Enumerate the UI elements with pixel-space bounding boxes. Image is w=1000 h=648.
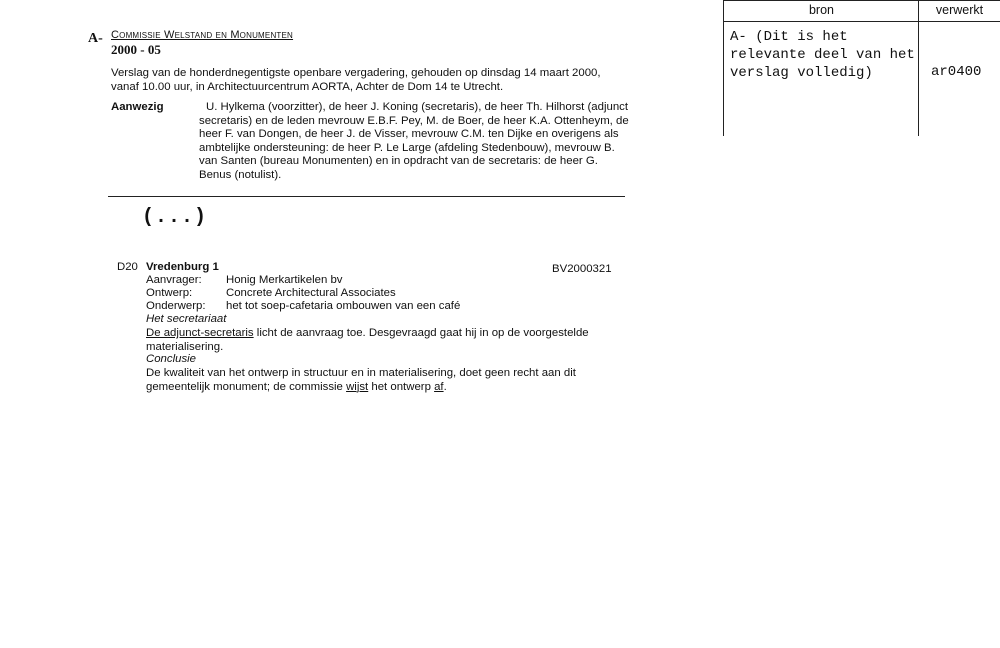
session-number: 2000 - 05 xyxy=(111,42,161,57)
omission-marker: (...) xyxy=(142,206,208,229)
af-underlined: af xyxy=(434,380,444,393)
item-reference: BV2000321 xyxy=(552,263,612,275)
conclusion-text-1: De kwaliteit van het ontwerp in structuur en in materialisering, doet geen recht aan dit gemeentelijk monument; de commissie xyxy=(146,367,576,393)
subject-value: het tot soep-cafetaria ombouwen van een café xyxy=(226,300,461,312)
conclusion-heading: Conclusie xyxy=(146,353,197,365)
divider-line xyxy=(108,196,625,197)
secretariat-text: licht de aanvraag toe. Desgevraagd gaat hij in op de voorgestelde materialisering. xyxy=(146,327,589,353)
subject-label: Onderwerp: xyxy=(146,300,206,312)
design-value: Concrete Architectural Associates xyxy=(226,287,396,299)
wijst-underlined: wijst xyxy=(346,380,369,393)
commission-name: Commissie Welstand en Monumenten xyxy=(111,29,294,41)
bron-note: A- (Dit is het relevante deel van het verslag volledig) xyxy=(730,29,915,81)
adjunct-secretaris-underlined: De adjunct-secretaris xyxy=(146,327,254,339)
conclusion-text-2: het ontwerp xyxy=(368,380,435,393)
column-header-bron: bron xyxy=(808,3,835,17)
conclusion-end: . xyxy=(443,380,447,393)
intro-paragraph: Verslag van de honderdnegentigste openbare vergadering, gehouden op dinsdag 14 maart 2000, vanaf 10.00 uur, in Architectuurcentrum AORTA, Achter de Dom 14 te Utrecht. xyxy=(111,67,601,93)
verwerkt-value: ar0400 xyxy=(931,64,982,80)
column-header-verwerkt: verwerkt xyxy=(935,3,984,17)
secretariat-paragraph xyxy=(146,327,631,354)
item-title: Vredenburg 1 xyxy=(146,261,219,273)
attendees-text: U. Hylkema (voorzitter), de heer J. Koning (secretaris), de heer Th. Hilhorst (adjunct secretaris) en de leden mevrouw E.B.F. Pey, M. de Boer, de heer K.A. Ottenheym, de heer F. van Dongen, de heer J. de Visser, mevrouw C.M. ten Dijke en overigens als ambtelijke ondersteuning: de heer P. Le Large (afdeling Stedenbouw), mevrouw B. van Santen (bureau Monumenten) en in opdracht van de secretaris: de heer G. Benus (notulist). xyxy=(199,101,629,181)
conclusion-paragraph xyxy=(146,367,641,394)
table-column-divider xyxy=(918,0,919,136)
table-left-border xyxy=(723,0,724,136)
table-header-divider xyxy=(724,21,1000,22)
a-marker: A- xyxy=(88,31,103,46)
attendees-label: Aanwezig xyxy=(111,101,164,113)
item-code: D20 xyxy=(117,261,138,273)
applicant-value: Honig Merkartikelen bv xyxy=(226,274,343,286)
secretariat-heading: Het secretariaat xyxy=(146,313,227,325)
design-label: Ontwerp: xyxy=(146,287,193,299)
applicant-label: Aanvrager: xyxy=(146,274,202,286)
table-top-border xyxy=(724,0,1000,1)
